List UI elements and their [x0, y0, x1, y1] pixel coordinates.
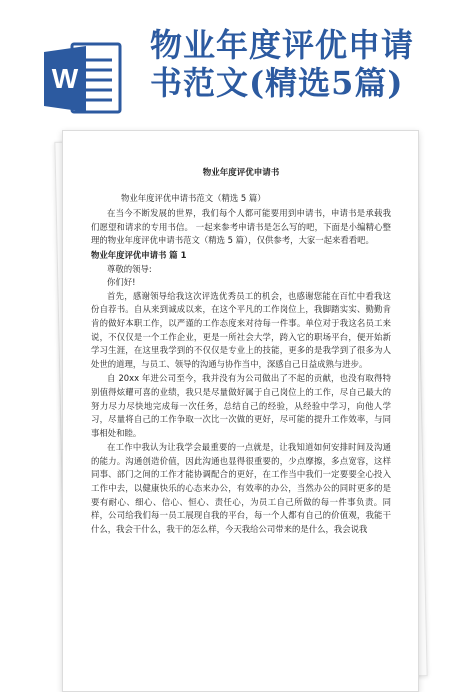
salutation: 尊敬的领导:: [107, 263, 152, 274]
section-heading: 物业年度评优申请书 篇 1: [91, 249, 187, 260]
word-logo-letter: W: [51, 63, 79, 94]
intro-paragraph: 在当今不断发展的世界，我们每个人都可能要用到申请书，申请书是承载我们愿望和请求的专用书信。 一起来参考申请书是怎么写的吧，下面是小编精心整理的物业年度评优申请书范文（精选 5 篇），仅供参考，大家一起来看看吧。: [91, 208, 391, 246]
body-paragraph-2: 自 20xx 年进公司至今，我并没有为公司做出了不起的贡献，也没有取得特别值得炫耀可喜的业绩，我只是尽量做好属于自己岗位上的工作，尽自己最大的努力尽力尽快地完成每一次任务，总结自己的经验，从经验中学习，向他人学习，尽量将自己的工作争取一次比一次做的更好，尽可能的提升工作效率，与同事相处和睦。: [91, 373, 391, 438]
word-document-icon: [42, 38, 124, 118]
greeting: 你们好!: [107, 277, 136, 288]
banner-title-line2: 书范文(精选5篇): [150, 64, 404, 102]
banner-title-line1: 物业年度评优申请: [150, 26, 415, 64]
document-body: [91, 167, 391, 537]
document-page: [62, 130, 419, 692]
header-banner: [0, 0, 474, 120]
document-title: 物业年度评优申请书: [202, 168, 280, 178]
banner-title: [150, 26, 470, 102]
body-paragraph-3: 在工作中我认为让我学会最重要的一点就是，让我知道如何安排时间及沟通的能力。沟通创造价值，因此沟通也显得很重要的，少点摩擦，多点宽容，这样同事、部门之间的工作才能协调配合的更好，在工作当中我们一定要要全心投入工作中去，以健康快乐的心态来办公，有效率的办公，当然办公的同时更多的是要有耐心、细心、信心、恒心、责任心，为员工自己所做的每一件事负责。同样，公司给我们每一员工展现自我的平台，每一个人都有自己的价值观，我能干什么，我会干什么，我干的怎么样，今天我给公司带来的是什么，我会说我: [91, 442, 391, 534]
body-paragraph-1: 首先，感谢领导给我这次评选优秀员工的机会，也感谢您能在百忙中看我这份自荐书。自从来到诚成以来，在这个平凡的工作岗位上，我脚踏实实、勤勤肯肯的做好本职工作，以严谨的工作态度来对待每一件事。单位对于我这名员工来说，不仅仅是一个工作企业，更是一所社会大学，跨入它的职场平台，便开始新学习生涯，在这里我学到的不仅仅是专业上的技能，更多的是我学到了很多为人处世的道理，与员工、领导的沟通与协作当中，深感自己日益成熟与进步。: [91, 290, 391, 369]
document-subtitle: 物业年度评优申请书范文（精选 5 篇）: [121, 192, 266, 203]
